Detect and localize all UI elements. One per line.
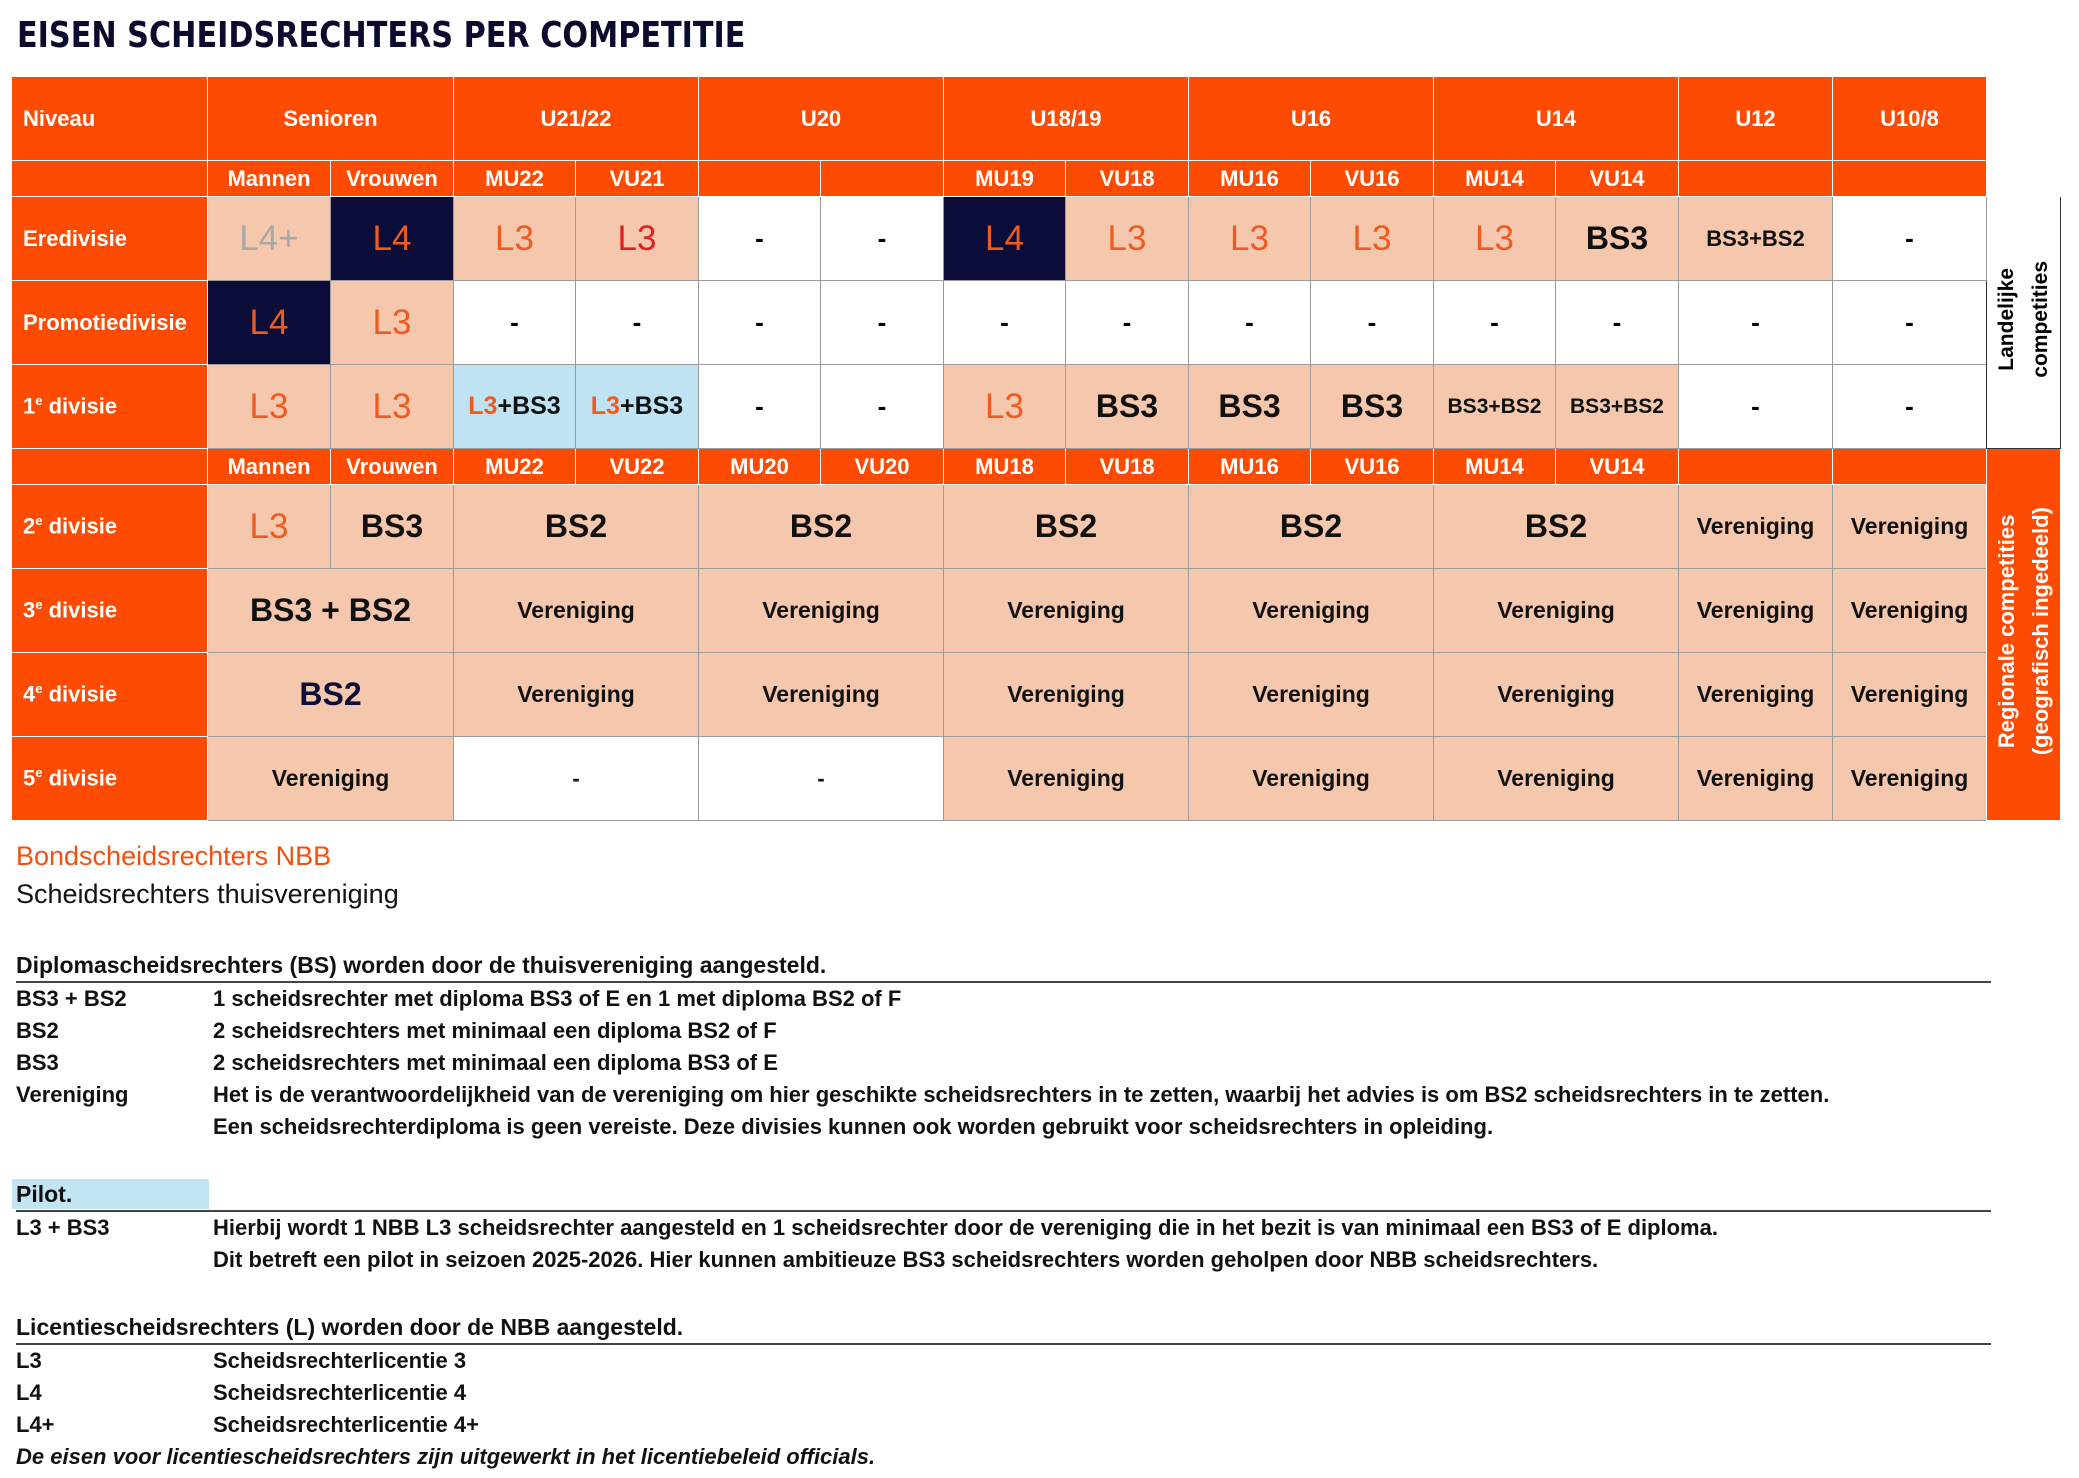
level-label: 5e divisie (12, 737, 208, 821)
side-spacer (1987, 161, 2061, 197)
cell: L3 (331, 281, 454, 365)
cell: - (454, 281, 576, 365)
cell: - (1311, 281, 1434, 365)
subheader-cell (1833, 449, 1987, 485)
subheader-cell: Mannen (208, 449, 331, 485)
subheader-cell: Vrouwen (331, 161, 454, 197)
cell: - (1833, 281, 1987, 365)
subheader-cell: Vrouwen (331, 449, 454, 485)
cell: BS3 (1556, 197, 1679, 281)
level-label: 2e divisie (12, 485, 208, 569)
requirements-table (11, 76, 2061, 821)
cell: Vereniging (1189, 653, 1434, 737)
cell: BS3+BS2 (1679, 197, 1833, 281)
cell: - (699, 365, 821, 449)
cell: - (699, 737, 944, 821)
subheader-cell: VU16 (1311, 161, 1434, 197)
cell: BS2 (1189, 485, 1434, 569)
cell: BS3+BS2 (1434, 365, 1556, 449)
cell: L4 (944, 197, 1066, 281)
cell: Vereniging (1189, 569, 1434, 653)
cell: Vereniging (1434, 737, 1679, 821)
legend-diploma-heading: Diplomascheidsrechters (BS) worden door de thuisvereniging aangesteld. (16, 950, 1991, 983)
legend-row: L3 + BS3 Hierbij wordt 1 NBB L3 scheidsrechter aangesteld en 1 scheidsrechter door de vereniging die in het bezit is van minimaal een BS3 of E diploma. (16, 1215, 1718, 1240)
row-5e-divisie (12, 737, 2061, 821)
cell: Vereniging (1434, 569, 1679, 653)
subheader-cell: VU18 (1066, 161, 1189, 197)
cell: L4 (331, 197, 454, 281)
subheader-cell: VU22 (576, 449, 699, 485)
cell: BS2 (454, 485, 699, 569)
cell: BS3 + BS2 (208, 569, 454, 653)
subheader-cell (699, 161, 821, 197)
cell: BS3 (1311, 365, 1434, 449)
cell: - (1434, 281, 1556, 365)
subheader-empty (12, 449, 208, 485)
header-age-group: Senioren (208, 77, 454, 161)
cell: - (1189, 281, 1311, 365)
subheader-cell: VU16 (1311, 449, 1434, 485)
legend-row: BS3 + BS2 1 scheidsrechter met diploma BS3 of E en 1 met diploma BS2 of F (16, 986, 902, 1011)
row-promotiedivisie (12, 281, 2061, 365)
subheader-cell: MU16 (1189, 161, 1311, 197)
cell: BS2 (208, 653, 454, 737)
row-eredivisie (12, 197, 2061, 281)
legend-row: Dit betreft een pilot in seizoen 2025-2026. Hier kunnen ambitieuze BS3 scheidsrechters worden geholpen door NBB scheidsrechters. (213, 1247, 1599, 1272)
level-label: 3e divisie (12, 569, 208, 653)
cell: - (1833, 365, 1987, 449)
level-label: 4e divisie (12, 653, 208, 737)
cell: Vereniging (208, 737, 454, 821)
subheader-row (12, 161, 2061, 197)
legend-bond: Bondscheidsrechters NBB (16, 841, 332, 871)
legend-thuis: Scheidsrechters thuisvereniging (16, 879, 399, 909)
subheader-cell: MU20 (699, 449, 821, 485)
cell: L3 (331, 365, 454, 449)
legend (16, 838, 1991, 1473)
cell: BS3 (331, 485, 454, 569)
cell: L3 (454, 197, 576, 281)
cell: BS2 (944, 485, 1189, 569)
header-age-group: U20 (699, 77, 944, 161)
cell: - (821, 365, 944, 449)
subheader-cell: MU18 (944, 449, 1066, 485)
cell: BS2 (699, 485, 944, 569)
level-label: Promotiedivisie (12, 281, 208, 365)
level-label: 1e divisie (12, 365, 208, 449)
subheader-cell: VU14 (1556, 161, 1679, 197)
cell: Vereniging (1679, 569, 1833, 653)
subheader-cell: VU18 (1066, 449, 1189, 485)
cell: - (821, 281, 944, 365)
header-age-group: U12 (1679, 77, 1833, 161)
cell: L3 (576, 197, 699, 281)
side-spacer (1987, 77, 2061, 161)
cell: Vereniging (699, 569, 944, 653)
legend-row: BS2 2 scheidsrechters met minimaal een diploma BS2 of F (16, 1018, 777, 1043)
legend-licentie-heading: Licentiescheidsrechters (L) worden door de NBB aangesteld. (16, 1312, 1991, 1345)
cell: - (1679, 365, 1833, 449)
subheader-cell: VU20 (821, 449, 944, 485)
row-3e-divisie (12, 569, 2061, 653)
cell-pilot: L3+BS3 (454, 365, 576, 449)
cell: Vereniging (944, 569, 1189, 653)
subheader-empty (12, 161, 208, 197)
cell: L3 (208, 485, 331, 569)
cell: - (1833, 197, 1987, 281)
header-age-group: U14 (1434, 77, 1679, 161)
row-4e-divisie (12, 653, 2061, 737)
subheader-cell: MU19 (944, 161, 1066, 197)
cell: Vereniging (454, 653, 699, 737)
legend-row: L4+ Scheidsrechterlicentie 4+ (16, 1412, 479, 1437)
cell: - (1556, 281, 1679, 365)
cell: Vereniging (944, 653, 1189, 737)
cell: - (1679, 281, 1833, 365)
subheader-cell: VU14 (1556, 449, 1679, 485)
cell: Vereniging (454, 569, 699, 653)
cell: - (944, 281, 1066, 365)
side-label-landelijk (1987, 197, 2061, 449)
subheader-cell (821, 161, 944, 197)
subheader-cell: Mannen (208, 161, 331, 197)
subheader-row (12, 449, 2061, 485)
cell: Vereniging (699, 653, 944, 737)
header-niveau: Niveau (12, 77, 208, 161)
cell: - (699, 197, 821, 281)
cell: Vereniging (1679, 485, 1833, 569)
legend-row: L4 Scheidsrechterlicentie 4 (16, 1380, 467, 1405)
cell: - (699, 281, 821, 365)
cell: Vereniging (1679, 653, 1833, 737)
cell: L4 (208, 281, 331, 365)
cell: L4+ (208, 197, 331, 281)
header-row (12, 77, 2061, 161)
cell: Vereniging (1434, 653, 1679, 737)
cell-pilot: L3+BS3 (576, 365, 699, 449)
header-age-group: U10/8 (1833, 77, 1987, 161)
cell: L3 (1311, 197, 1434, 281)
side-label-line: competities (2028, 261, 2052, 378)
header-age-group: U21/22 (454, 77, 699, 161)
subheader-cell: MU14 (1434, 161, 1556, 197)
cell: Vereniging (1679, 737, 1833, 821)
cell: Vereniging (1833, 569, 1987, 653)
header-age-group: U16 (1189, 77, 1434, 161)
subheader-cell: MU22 (454, 449, 576, 485)
cell: Vereniging (1189, 737, 1434, 821)
level-label: Eredivisie (12, 197, 208, 281)
subheader-cell: MU14 (1434, 449, 1556, 485)
cell: Vereniging (944, 737, 1189, 821)
cell: - (576, 281, 699, 365)
subheader-cell (1679, 449, 1833, 485)
legend-pilot-heading: Pilot. (16, 1179, 1991, 1212)
page-title: EISEN SCHEIDSRECHTERS PER COMPETITIE (17, 15, 746, 56)
cell: - (1066, 281, 1189, 365)
subheader-cell: MU22 (454, 161, 576, 197)
side-label-line: Regionale competities (1993, 514, 2019, 749)
row-2e-divisie (12, 485, 2061, 569)
cell: L3 (1434, 197, 1556, 281)
cell: L3 (944, 365, 1066, 449)
legend-row: BS3 2 scheidsrechters met minimaal een diploma BS3 of E (16, 1050, 778, 1075)
cell: Vereniging (1833, 485, 1987, 569)
cell: BS3 (1189, 365, 1311, 449)
cell: L3 (208, 365, 331, 449)
subheader-cell (1833, 161, 1987, 197)
cell: Vereniging (1833, 653, 1987, 737)
legend-footnote: De eisen voor licentiescheidsrechters zijn uitgewerkt in het licentiebeleid officials. (16, 1444, 876, 1469)
side-label-line: Landelijke (1994, 268, 2018, 371)
cell: - (454, 737, 699, 821)
header-age-group: U18/19 (944, 77, 1189, 161)
cell: L3 (1189, 197, 1311, 281)
subheader-cell (1679, 161, 1833, 197)
cell: L3 (1066, 197, 1189, 281)
legend-row: Een scheidsrechterdiploma is geen vereiste. Deze divisies kunnen ook worden gebruikt voor scheidsrechters in opleiding. (213, 1114, 1494, 1139)
cell: Vereniging (1833, 737, 1987, 821)
cell: - (821, 197, 944, 281)
side-label-regionaal (1987, 449, 2061, 821)
legend-row: L3 Scheidsrechterlicentie 3 (16, 1348, 467, 1373)
subheader-cell: MU16 (1189, 449, 1311, 485)
cell: BS2 (1434, 485, 1679, 569)
cell: BS3+BS2 (1556, 365, 1679, 449)
subheader-cell: VU21 (576, 161, 699, 197)
side-label-line: (geografisch ingedeeld) (2027, 507, 2053, 756)
legend-row: Vereniging Het is de verantwoordelijkheid van de vereniging om hier geschikte scheidsrechters in te zetten, waarbij het advies is om BS2 scheidsrechters in te zetten. (16, 1082, 1830, 1107)
row-1e-divisie (12, 365, 2061, 449)
cell: BS3 (1066, 365, 1189, 449)
